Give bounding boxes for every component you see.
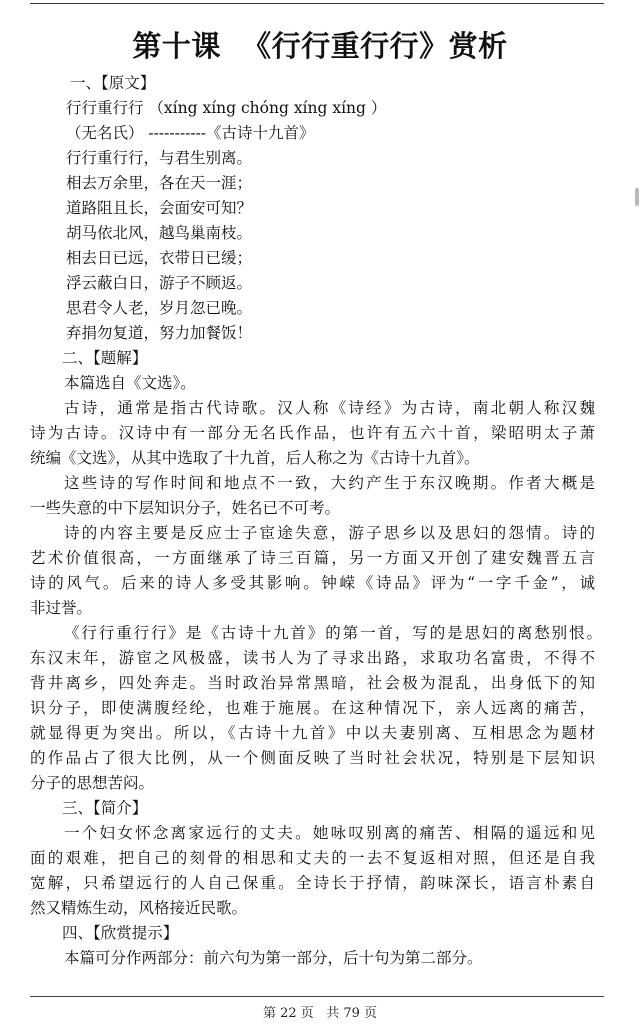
paragraph-line: 本篇可分作两部分：前六句为第一部分，后十句为第二部分。 [64,949,483,967]
page-number: 第 22 页 共 79 页 [262,1006,377,1021]
section-heading-appreciation: 四、【欣赏提示】 [62,924,179,942]
poem-line: 相去万余里，各在天一涯； [66,174,253,192]
footer-rule [30,996,604,997]
poem-line: 道路阻且长，会面安可知？ [66,199,253,217]
section-heading-summary: 三、【简介】 [62,799,148,817]
paragraph-line: 本篇选自《文选》。 [64,374,196,392]
paragraph-line: 一些失意的中下层知识分子，姓名已不可考。 [30,499,341,517]
poem-line: 思君令人老，岁月忽已晚。 [66,299,253,317]
paragraph-line: 艺术价值很高，一方面继承了诗三百篇，另一方面又开创了建安魏晋五言 [30,549,595,567]
paragraph-line: 面的艰难，把自己的刻骨的相思和丈夫的一去不复返相对照，但还是自我 [30,849,595,867]
paragraph-line: 的作品占了很大比例，从一个侧面反映了当时社会状况，特别是下层知识 [30,749,595,767]
paragraph-line: 诗为古诗。汉诗中有一部分无名氏作品，也许有五六十首，梁昭明太子萧 [30,424,595,442]
paragraph-line: 非过誉。 [30,599,93,617]
paragraph-line: 《行行重行行》是《古诗十九首》的第一首，写的是思妇的离愁别恨。 [64,624,602,642]
paragraph-line: 东汉末年，游宦之风极盛，读书人为了寻求出路，求取功名富贵，不得不 [30,649,595,667]
paragraph-line: 诗的风气。后来的诗人多受其影响。钟嵘《诗品》评为“一字千金”，诚 [30,574,595,592]
top-rule [30,3,604,4]
poem-author-source: （无名氏） -----------《古诗十九首》 [66,124,315,142]
paragraph-line: 统编《文选》，从其中选取了十九首，后人称之为《古诗十九首》。 [30,449,480,467]
poem-line: 弃捐勿复道，努力加餐饭！ [66,324,253,342]
paragraph-line: 就显得更为突出。所以，《古诗十九首》中以夫妻别离、互相思念为题材 [30,724,595,742]
paragraph-line: 这些诗的写作时间和地点不一致，大约产生于东汉晚期。作者大概是 [64,474,595,492]
paragraph-line: 识分子，即使满腹经纶，也难于施展。在这种情况下，亲人远离的痛苦， [30,699,595,717]
paragraph-line: 背井离乡，四处奔走。当时政治异常黑暗，社会极为混乱，出身低下的知 [30,674,595,692]
poem-title-pinyin: 行行重行行 （xíng xíng chóng xíng xíng ） [66,99,387,117]
section-heading-original-text: 一、【原文】 [70,74,156,92]
page-title: 第十课 《行行重行行》赏析 [132,29,508,63]
section-heading-explanation: 二、【题解】 [62,349,148,367]
paragraph-line: 诗的内容主要是反应士子宦途失意，游子思乡以及思妇的怨情。诗的 [64,524,595,542]
paragraph-line: 宽解，只希望远行的人自己保重。全诗长于抒情，韵味深长，语言朴素自 [30,874,595,892]
scrollbar-track[interactable] [634,0,640,1031]
poem-line: 浮云蔽白日，游子不顾返。 [66,274,253,292]
poem-line: 相去日已远，衣带日已缓； [66,249,253,267]
paragraph-line: 一个妇女怀念离家远行的丈夫。她咏叹别离的痛苦、相隔的遥远和见 [64,824,595,842]
poem-line: 胡马依北风，越鸟巢南枝。 [66,224,253,242]
paragraph-line: 古诗，通常是指古代诗歌。汉人称《诗经》为古诗，南北朝人称汉魏 [64,399,595,417]
paragraph-line: 分子的思想苦闷。 [30,774,155,792]
poem-line: 行行重行行，与君生别离。 [66,149,253,167]
scrollbar-thumb[interactable] [635,188,639,206]
paragraph-line: 然又精炼生动，风格接近民歌。 [30,899,248,917]
